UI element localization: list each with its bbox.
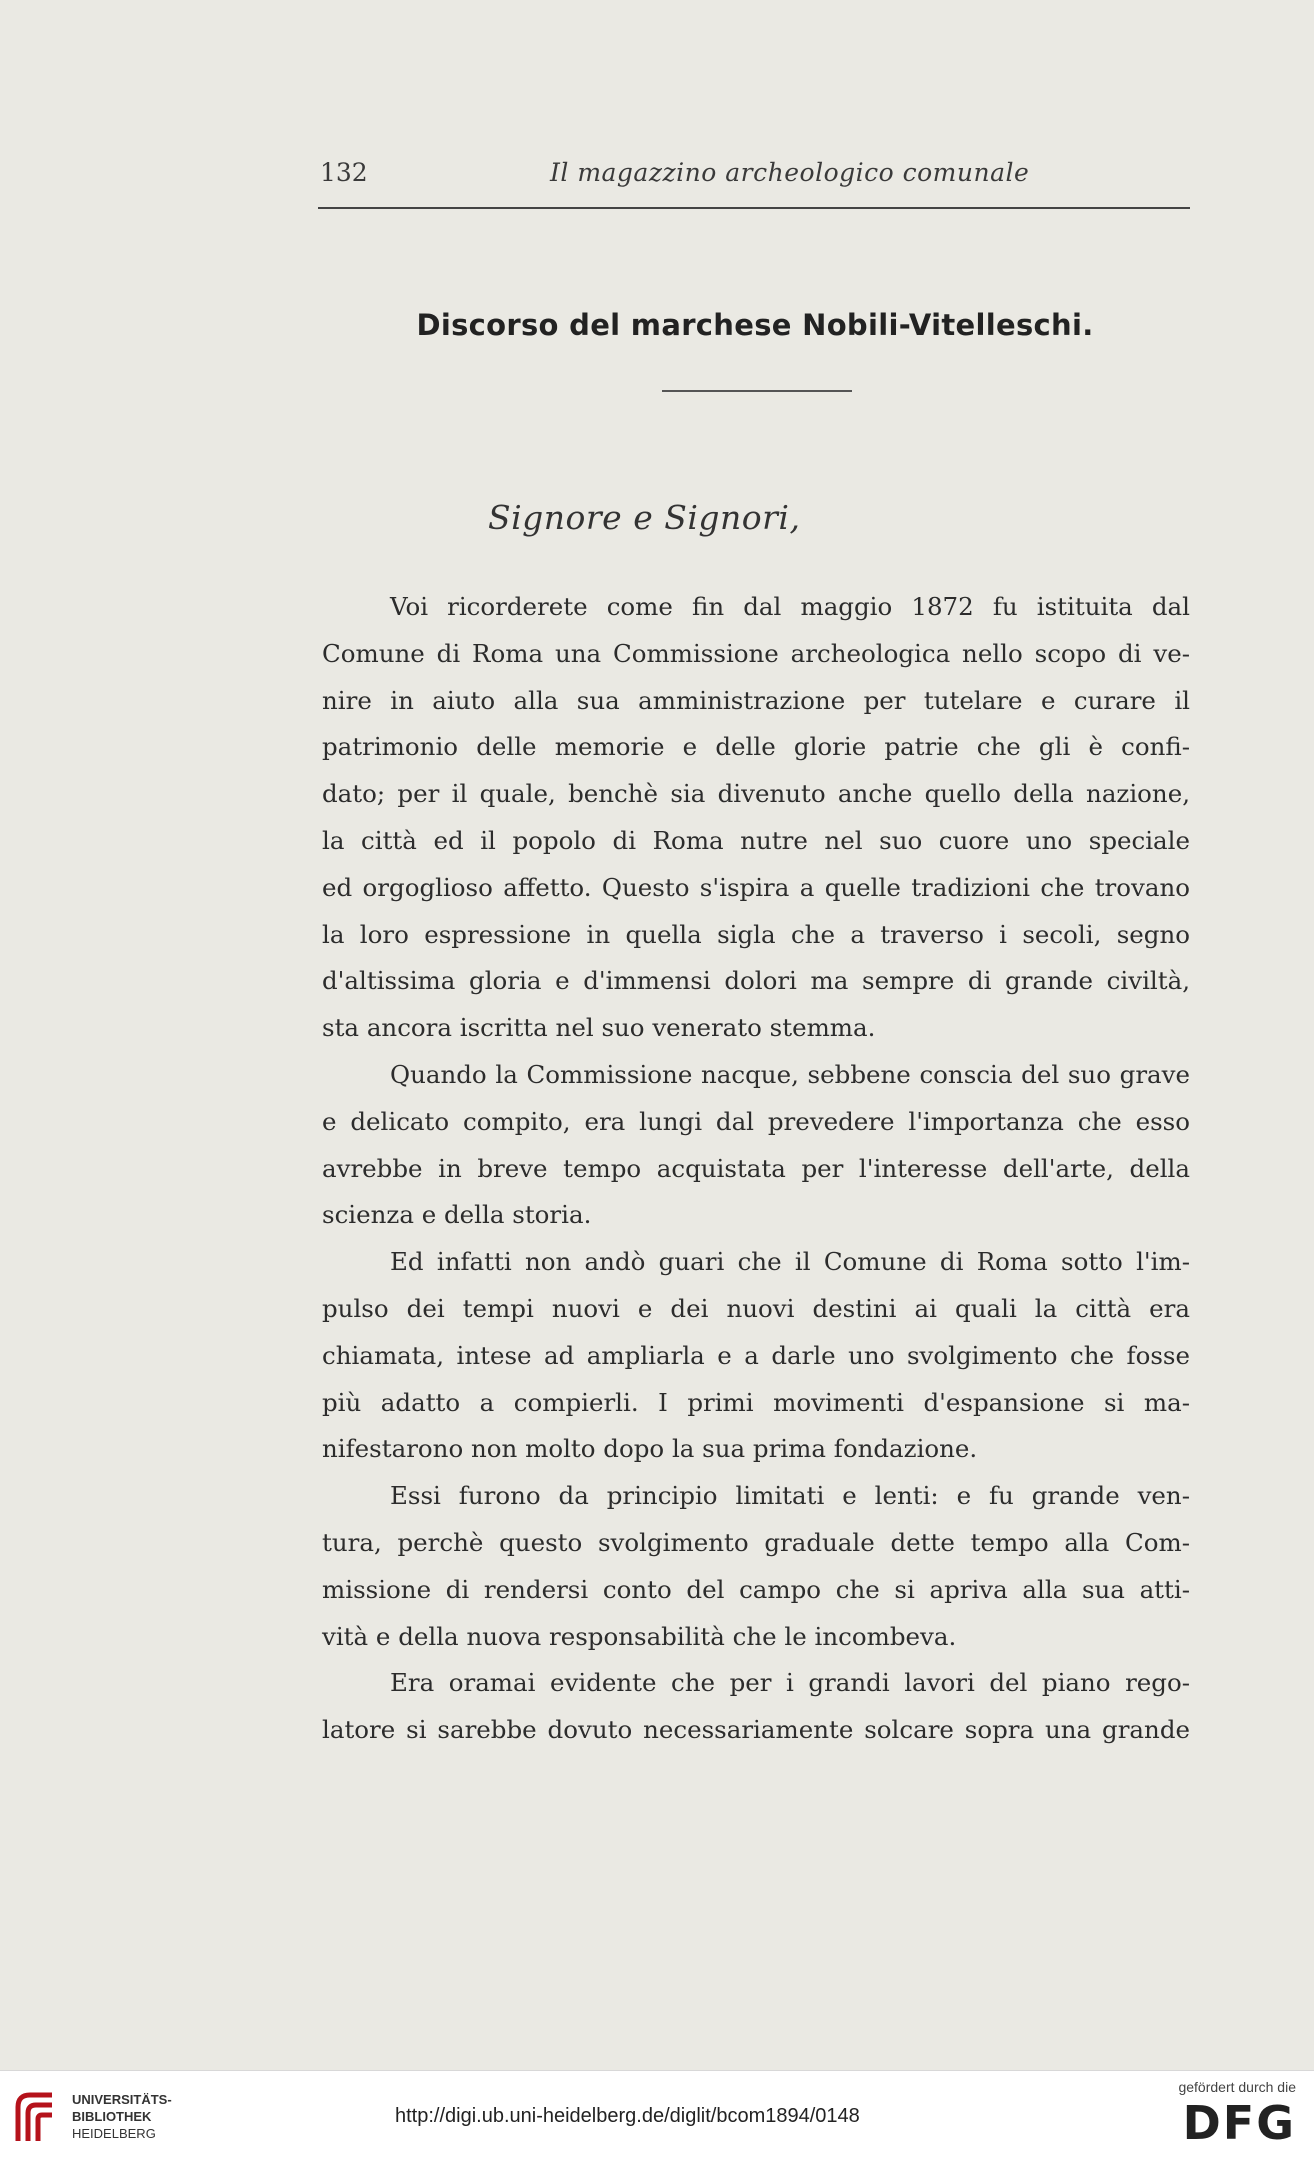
paragraph: [322, 584, 1190, 1052]
text-line: dato; per il quale, benchè sia divenuto anche quello della nazione,: [322, 779, 1190, 809]
text-line: avrebbe in breve tempo acquistata per l'interesse dell'arte, della: [322, 1153, 1190, 1183]
library-line: HEIDELBERG: [72, 2126, 156, 2141]
funding-label: gefördert durch die: [1178, 2079, 1296, 2095]
text-line: Ed infatti non andò guari che il Comune di Roma sotto l'im-: [390, 1247, 1190, 1277]
text-line: scienza e della storia.: [322, 1200, 592, 1230]
paragraph: [322, 1052, 1190, 1239]
text-line: nifestarono non molto dopo la sua prima fondazione.: [322, 1434, 978, 1464]
library-name: [72, 2091, 172, 2142]
text-line: ed orgoglioso affetto. Questo s'ispira a quelle tradizioni che trovano: [322, 872, 1190, 902]
library-line: BIBLIOTHEK: [72, 2109, 152, 2124]
viewer-footer: [0, 2070, 1314, 2163]
text-line: pulso dei tempi nuovi e dei nuovi destini ai quali la città era: [322, 1293, 1190, 1323]
dfg-logo: DFG: [1182, 2096, 1296, 2150]
text-line: latore si sarebbe dovuto necessariamente solcare sopra una grande: [322, 1715, 1190, 1745]
text-line: Comune di Roma una Commissione archeologica nello scopo di ve-: [322, 638, 1190, 668]
header-rule: [318, 207, 1190, 209]
paragraph: [322, 1660, 1190, 1754]
text-line: missione di rendersi conto del campo che si apriva alla sua atti-: [322, 1574, 1190, 1604]
title-rule: [662, 390, 852, 392]
text-line: la città ed il popolo di Roma nutre nel suo cuore uno speciale: [322, 825, 1190, 855]
text-line: d'altissima gloria e d'immensi dolori ma sempre di grande civiltà,: [322, 966, 1190, 996]
paragraph: [322, 1473, 1190, 1660]
speech-title: Discorso del marchese Nobili-Vitelleschi.: [416, 308, 1094, 342]
running-title: Il magazzino archeologico comunale: [550, 158, 1030, 187]
page-number: 132: [320, 158, 368, 187]
text-line: e delicato compito, era lungi dal prevedere l'importanza che esso: [322, 1106, 1190, 1136]
text-line: sta ancora iscritta nel suo venerato stemma.: [322, 1013, 876, 1043]
text-line: Essi furono da principio limitati e lenti: e fu grande ven-: [390, 1481, 1190, 1511]
text-line: Era oramai evidente che per i grandi lavori del piano rego-: [390, 1668, 1190, 1698]
text-line: patrimonio delle memorie e delle glorie patrie che gli è confi-: [322, 732, 1190, 762]
funding-block: [1178, 2079, 1296, 2149]
university-library-logo-icon: [12, 2087, 64, 2147]
text-line: più adatto a compierli. I primi movimenti d'espansione si ma-: [322, 1387, 1190, 1417]
text-line: Quando la Commissione nacque, sebbene conscia del suo grave: [390, 1059, 1190, 1089]
text-line: nire in aiuto alla sua amministrazione per tutelare e curare il: [322, 685, 1190, 715]
body-text: [322, 584, 1190, 1754]
salutation: Signore e Signori,: [488, 498, 801, 537]
text-line: Voi ricorderete come fin dal maggio 1872 fu istituita dal: [390, 592, 1190, 621]
text-line: tura, perchè questo svolgimento graduale dette tempo alla Com-: [322, 1527, 1190, 1557]
library-line: UNIVERSITÄTS-: [72, 2092, 172, 2107]
text-line: vità e della nuova responsabilità che le incombeva.: [322, 1621, 957, 1651]
text-line: la loro espressione in quella sigla che a traverso i secoli, segno: [322, 919, 1190, 949]
running-head: [320, 158, 1190, 198]
text-line: chiamata, intese ad ampliarla e a darle uno svolgimento che fosse: [322, 1340, 1190, 1370]
permalink-url[interactable]: http://digi.ub.uni-heidelberg.de/diglit/bcom1894/0148: [395, 2105, 860, 2127]
paragraph: [322, 1239, 1190, 1473]
